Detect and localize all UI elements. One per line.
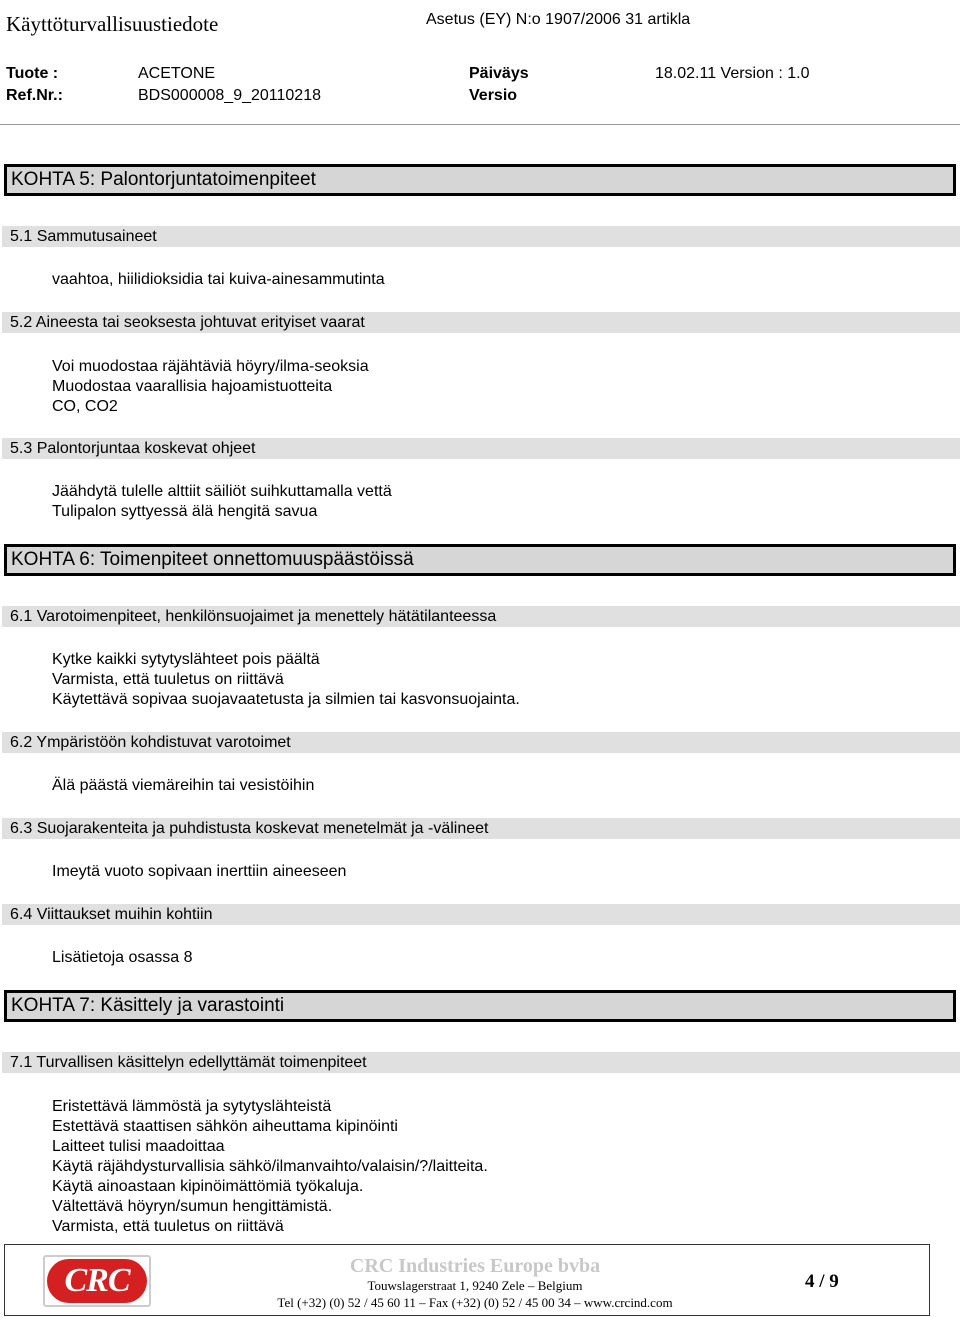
content-line: Käytä ainoastaan kipinöimättömiä työkaluja. xyxy=(52,1178,364,1195)
section-6-heading: KOHTA 6: Toimenpiteet onnettomuuspäästöissä xyxy=(4,544,956,576)
ref-label: Ref.Nr.: xyxy=(6,87,63,104)
subsection-5-1-content xyxy=(52,270,385,290)
subsection-5-3-content xyxy=(52,482,392,522)
content-line: Käytettävä sopivaa suojavaatetusta ja silmien tai kasvonsuojainta. xyxy=(52,691,520,708)
content-line: Eristettävä lämmöstä ja sytytyslähteistä xyxy=(52,1098,332,1115)
content-line: Lisätietoja osassa 8 xyxy=(52,949,193,966)
crc-logo xyxy=(43,1255,151,1307)
content-line: Älä päästä viemäreihin tai vesistöihin xyxy=(52,777,315,794)
product-label: Tuote : xyxy=(6,65,59,82)
subsection-6-4-title: 6.4 Viittaukset muihin kohtiin xyxy=(2,904,960,925)
content-line: Jäähdytä tulelle alttiit säiliöt suihkuttamalla vettä xyxy=(52,483,392,500)
content-line: Varmista, että tuuletus on riittävä xyxy=(52,1218,284,1235)
subsection-5-2-title: 5.2 Aineesta tai seoksesta johtuvat erityiset vaarat xyxy=(2,312,960,333)
crc-logo-mark: CRC xyxy=(47,1259,147,1303)
content-line: Vältettävä höyryn/sumun hengittämistä. xyxy=(52,1198,333,1215)
content-line: Muodostaa vaarallisia hajoamistuotteita xyxy=(52,378,333,395)
subsection-5-1-title: 5.1 Sammutusaineet xyxy=(2,226,960,247)
subsection-6-1-title: 6.1 Varotoimenpiteet, henkilönsuojaimet ja menettely hätätilanteessa xyxy=(2,606,960,627)
ref-value: BDS000008_9_20110218 xyxy=(138,87,321,104)
subsection-6-4-content xyxy=(52,948,193,968)
content-line: Imeytä vuoto sopivaan inerttiin aineeseen xyxy=(52,863,347,880)
content-line: Tulipalon syttyessä älä hengitä savua xyxy=(52,503,318,520)
subsection-6-3-title: 6.3 Suojarakenteita ja puhdistusta koskevat menetelmät ja -välineet xyxy=(2,818,960,839)
content-line: Käytä räjähdysturvallisia sähkö/ilmanvaihto/valaisin/?/laitteita. xyxy=(52,1158,488,1175)
date-value: 18.02.11 Version : 1.0 xyxy=(655,65,810,82)
content-line: Laitteet tulisi maadoittaa xyxy=(52,1138,225,1155)
subsection-7-1-title: 7.1 Turvallisen käsittelyn edellyttämät toimenpiteet xyxy=(2,1052,960,1073)
product-value: ACETONE xyxy=(138,65,216,82)
header-divider xyxy=(0,124,960,125)
content-line: Kytke kaikki sytytyslähteet pois päältä xyxy=(52,651,320,668)
subsection-5-3-title: 5.3 Palontorjuntaa koskevat ohjeet xyxy=(2,438,960,459)
page-number: 4 / 9 xyxy=(805,1271,839,1292)
company-address: Touwslagerstraat 1, 9240 Zele – Belgium xyxy=(367,1278,583,1293)
subsection-6-2-content xyxy=(52,776,314,796)
content-line: vaahtoa, hiilidioksidia tai kuiva-ainesammutinta xyxy=(52,271,385,288)
subsection-6-2-title: 6.2 Ympäristöön kohdistuvat varotoimet xyxy=(2,732,960,753)
subsection-6-1-content xyxy=(52,650,520,710)
content-line: CO, CO2 xyxy=(52,398,118,415)
subsection-5-2-content xyxy=(52,357,369,417)
version-label: Versio xyxy=(469,87,518,104)
section-7-heading: KOHTA 7: Käsittely ja varastointi xyxy=(4,990,956,1022)
document-title: Käyttöturvallisuustiedote xyxy=(6,12,219,36)
section-5-heading: KOHTA 5: Palontorjuntatoimenpiteet xyxy=(4,164,956,196)
content-line: Estettävä staattisen sähkön aiheuttama kipinöinti xyxy=(52,1118,398,1135)
content-line: Varmista, että tuuletus on riittävä xyxy=(52,671,284,688)
page-footer xyxy=(4,1244,930,1316)
date-label: Päiväys xyxy=(469,65,529,82)
regulation-reference: Asetus (EY) N:o 1907/2006 31 artikla xyxy=(426,11,691,28)
company-contact: Tel (+32) (0) 52 / 45 60 11 – Fax (+32) (0) 52 / 45 00 34 – www.crcind.com xyxy=(277,1295,673,1310)
subsection-6-3-content xyxy=(52,862,346,882)
company-name: CRC Industries Europe bvba xyxy=(349,1255,601,1277)
subsection-7-1-content xyxy=(52,1097,488,1237)
content-line: Voi muodostaa räjähtäviä höyry/ilma-seoksia xyxy=(52,358,369,375)
